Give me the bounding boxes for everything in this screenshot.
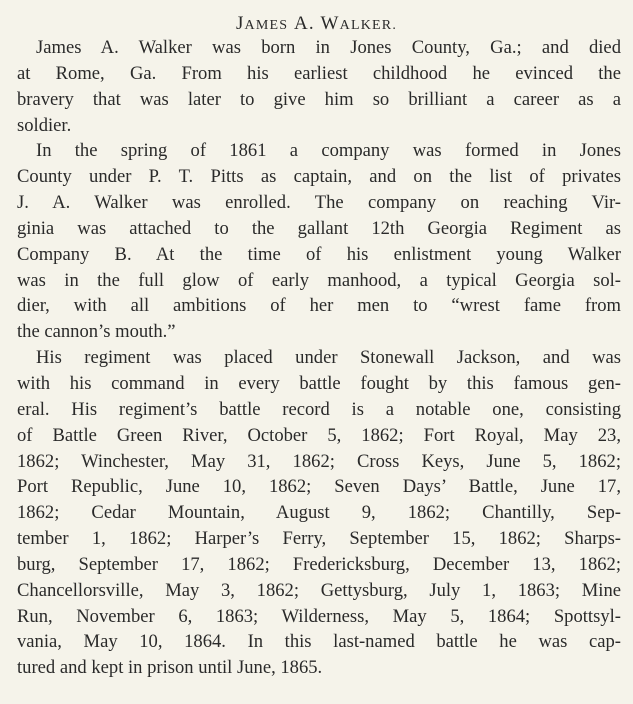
paragraph-1-line-4: soldier. <box>17 114 72 136</box>
paragraph-3-line-3: eral. His regiment’s battle record is a notable one, consisting <box>17 398 621 420</box>
paragraph-3-line-13: tured and kept in prison until June, 1865. <box>17 657 323 679</box>
paragraph-1-line-3: bravery that was later to give him so brilliant a career as a <box>17 88 621 110</box>
paragraph-2-line-3: J. A. Walker was enrolled. The company on reaching Vir- <box>17 192 621 214</box>
paragraph-3-line-6: Port Republic, June 10, 1862; Seven Days’ Battle, June 17, <box>17 476 621 498</box>
paragraph-3-line-2: with his command in every battle fought by this famous gen- <box>17 372 621 394</box>
paragraph-2-line-4: ginia was attached to the gallant 12th Georgia Regiment as <box>17 217 621 239</box>
paragraph-2-line-2: County under P. T. Pitts as captain, and on the list of privates <box>17 166 621 188</box>
title-rest-ames: AMES <box>244 18 289 33</box>
paragraph-3-line-10: Chancellorsville, May 3, 1862; Gettysburg, July 1, 1863; Mine <box>17 579 621 601</box>
paragraph-1-line-1: James A. Walker was born in Jones County, Ga.; and died <box>36 37 621 58</box>
paragraph-3-line-12: vania, May 10, 1864. In this last-named battle he was cap- <box>17 631 621 653</box>
paragraph-3-line-4: of Battle Green River, October 5, 1862; Fort Royal, May 23, <box>17 424 621 446</box>
paragraph-3-line-7: 1862; Cedar Mountain, August 9, 1862; Chantilly, Sep- <box>17 502 621 524</box>
page-title <box>0 11 633 38</box>
paragraph-3-line-11: Run, November 6, 1863; Wilderness, May 5, 1864; Spottsyl- <box>17 605 621 627</box>
article-body <box>17 35 621 681</box>
paragraph-2-line-5: Company B. At the time of his enlistment young Walker <box>17 243 621 265</box>
title-initial-a: A. <box>293 13 315 34</box>
paragraph-2-line-7: dier, with all ambitions of her men to “wrest fame from <box>17 295 621 317</box>
paragraph-3-line-5: 1862; Winchester, May 31, 1862; Cross Keys, June 5, 1862; <box>17 450 621 472</box>
paragraph-2-line-8: the cannon’s mouth.” <box>17 321 176 343</box>
paragraph-3-line-1: His regiment was placed under Stonewall Jackson, and was <box>36 347 621 369</box>
title-initial-w: W <box>320 13 340 34</box>
title-initial-j: J <box>235 13 245 34</box>
paragraph-1-line-2: at Rome, Ga. From his earliest childhood he evinced the <box>17 62 621 84</box>
paragraph-2-line-6: was in the full glow of early manhood, a typical Georgia sol- <box>17 269 621 291</box>
paragraph-2-line-1: In the spring of 1861 a company was formed in Jones <box>36 140 621 162</box>
paragraph-3-line-9: burg, September 17, 1862; Fredericksburg, December 13, 1862; <box>17 553 621 575</box>
title-rest-alker: ALKER. <box>339 18 398 33</box>
paragraph-3-line-8: tember 1, 1862; Harper’s Ferry, September 15, 1862; Sharps- <box>17 528 621 550</box>
